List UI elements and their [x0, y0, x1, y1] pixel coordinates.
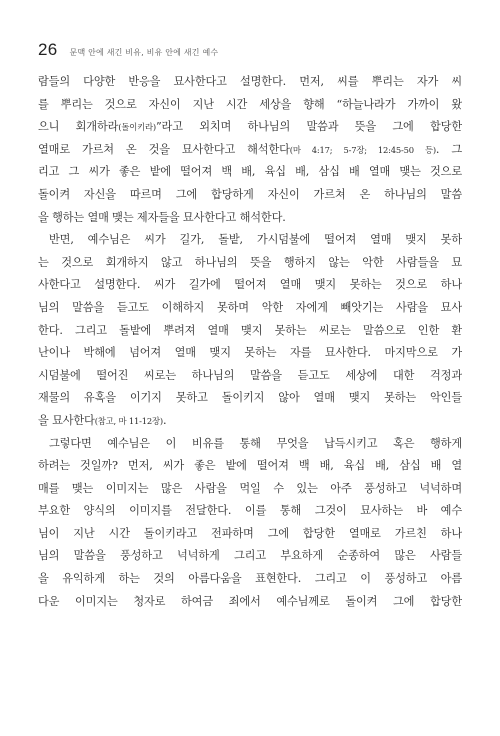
- line-text: 는 것으로 회개하지 않고 하나님의 뜻을 행하지 않는 악한 사람들을 묘: [38, 255, 462, 269]
- line-text: 을 묘사한다: [38, 413, 95, 427]
- paragraph: [38, 433, 462, 614]
- running-header: [38, 40, 462, 66]
- line-text: 한다. 그리고 돌밭에 뿌려져 열매 맺지 못하는 씨로는 말씀으로 인한 환: [38, 323, 462, 337]
- line-text-continued: .: [162, 413, 167, 427]
- text-line: [38, 161, 462, 184]
- text-line: [38, 116, 462, 139]
- line-text: 사한다고 설명한다. 씨가 길가에 떨어져 열매 맺지 못하는 것으로 하나: [38, 278, 462, 292]
- text-line: [38, 94, 462, 117]
- text-line: [38, 252, 462, 275]
- text-line: [38, 591, 462, 614]
- paragraph: [38, 71, 462, 229]
- text-line: [38, 523, 462, 546]
- line-text: 매를 맺는 이미지는 많은 사람을 먹일 수 있는 아주 풍성하고 넉넉하며: [38, 481, 462, 495]
- line-text: 그렇다면 예수님은 이 비유를 통해 무엇을 납득시키고 혹은 행하게: [49, 436, 462, 450]
- book-title: 문맥 안에 새긴 비유, 비유 안에 새긴 예수: [69, 48, 219, 57]
- line-text: 돌이켜 자신을 따르며 그에 합당하게 자신이 가르쳐 온 하나님의 말씀: [38, 187, 462, 201]
- text-line: [38, 433, 462, 456]
- line-text: 님이 지난 시간 돌이키라고 전파하며 그에 합당한 열매로 가르친 하나: [38, 526, 462, 540]
- text-line: [38, 297, 462, 320]
- line-text: 하려는 것일까? 먼저, 씨가 좋은 밭에 떨어져 백 배, 육십 배, 삼십 배 열: [38, 459, 462, 473]
- line-text-continued: . 그: [435, 142, 462, 156]
- line-text: 을 유익하게 하는 것의 아름다움을 표현한다. 그리고 이 풍성하고 아름: [38, 572, 462, 586]
- text-line: [38, 139, 462, 162]
- line-text: 다운 이미지는 청자로 하여금 죄에서 예수님께로 돌이켜 그에 합당한: [38, 594, 462, 608]
- line-text: 를 뿌리는 것으로 자신이 지난 시간 세상을 향해 “하늘나라가 가까이 왔: [38, 97, 462, 111]
- text-line: [38, 207, 462, 230]
- paragraph: [38, 229, 462, 432]
- citation-text: (마 4:17; 5-7장; 12:45-50 등): [289, 144, 436, 155]
- line-text: 을 행하는 열매 맺는 제자들을 묘사한다고 해석한다.: [38, 210, 286, 224]
- citation-text: (참고, 마 11-12장): [94, 415, 163, 426]
- line-text: 반면, 예수님은 씨가 길가, 돌밭, 가시덤불에 떨어져 열매 맺지 못하: [49, 233, 462, 247]
- line-text: 람들의 다양한 반응을 묘사한다고 설명한다. 먼저, 씨를 뿌리는 자가 씨: [38, 75, 462, 88]
- text-line: [38, 365, 462, 388]
- line-text: 부요한 양식의 이미지를 전달한다. 이를 통해 그것이 묘사하는 바 예수: [38, 504, 462, 518]
- line-text: 으니 회개하라: [38, 120, 119, 134]
- text-line: [38, 478, 462, 501]
- text-line: [38, 387, 462, 410]
- line-text: 난이나 박해에 넘어져 열매 맺지 못하는 자를 묘사한다. 마지막으로 가: [38, 346, 462, 360]
- text-line: [38, 274, 462, 297]
- page-number: 26: [38, 40, 58, 59]
- line-text: 리고 그 씨가 좋은 밭에 떨어져 백 배, 육십 배, 삼십 배 열매 맺는 것으로: [38, 165, 462, 179]
- text-line: [38, 184, 462, 207]
- text-line: [38, 320, 462, 343]
- body-text: [38, 71, 462, 613]
- line-text: 님의 말씀을 듣고도 이해하지 못하며 악한 자에게 빼앗기는 사람을 묘사: [38, 300, 462, 314]
- text-line: [38, 500, 462, 523]
- text-line: [38, 342, 462, 365]
- line-text-continued: ”라고 외치며 하나님의 말씀과 뜻을 그에 합당한: [155, 120, 462, 134]
- text-line: [38, 455, 462, 478]
- line-text: 열매로 가르쳐 온 것을 묘사한다고 해석한다: [38, 142, 290, 156]
- text-line: [38, 71, 462, 94]
- text-line: [38, 410, 462, 433]
- text-line: [38, 229, 462, 252]
- line-text: 재물의 유혹을 이기지 못하고 돌이키지 않아 열매 맺지 못하는 악인들: [38, 391, 462, 405]
- text-line: [38, 568, 462, 591]
- citation-text: (돌이키라): [118, 122, 156, 133]
- line-text: 님의 말씀을 풍성하고 넉넉하게 그리고 부요하게 순종하여 많은 사람들: [38, 549, 462, 563]
- text-line: [38, 545, 462, 568]
- line-text: 시덤불에 떨어진 씨로는 하나님의 말씀을 듣고도 세상에 대한 걱정과: [38, 368, 462, 382]
